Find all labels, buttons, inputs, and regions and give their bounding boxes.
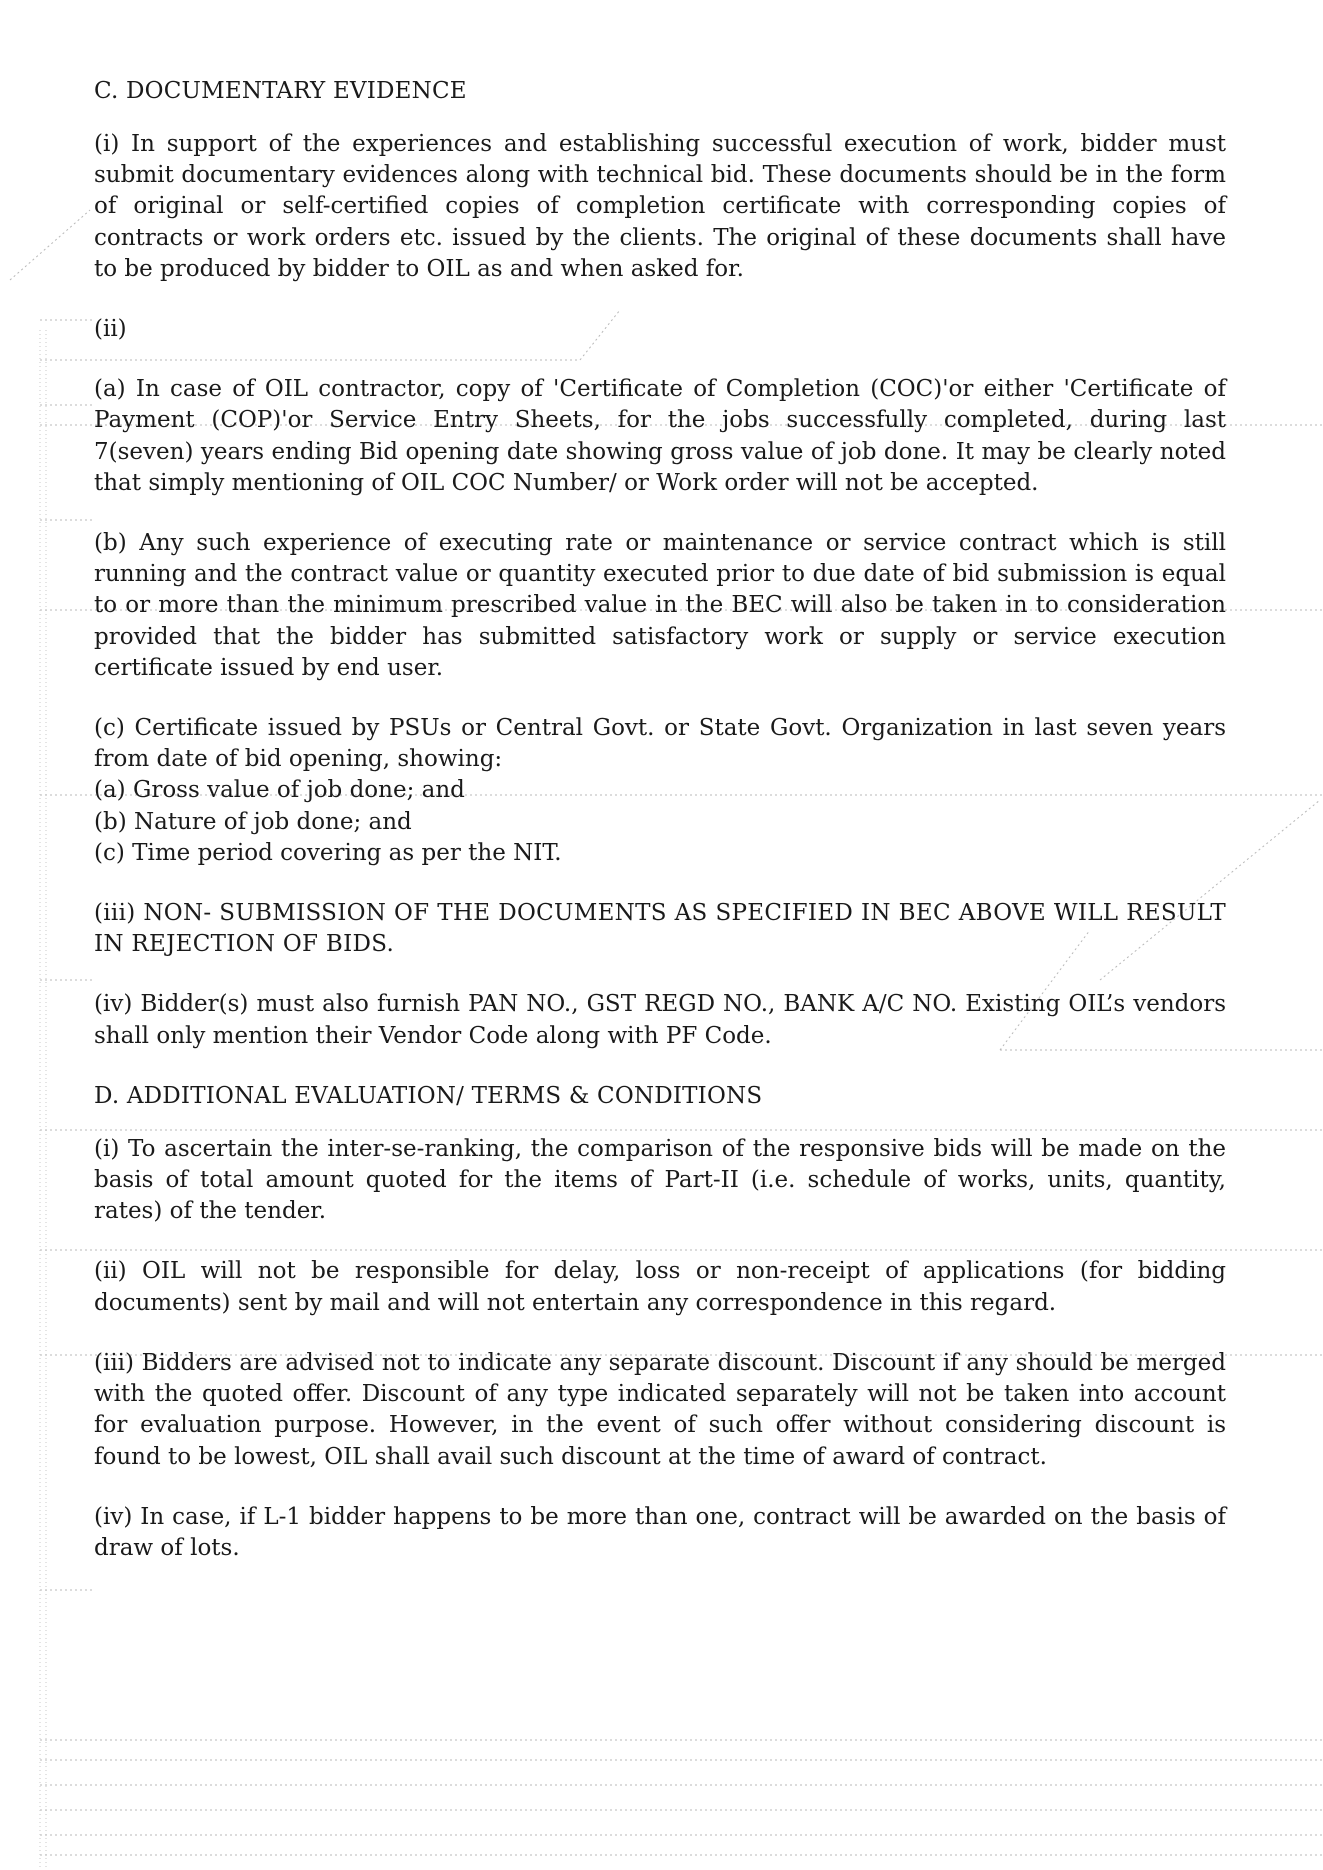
section-c-item-ii-a: (a) In case of OIL contractor, copy of 'Certificate of Completion (COC)'or either 'Certificate of Payment (COP)'or Service Entry Sheets, for the jobs successfully completed, during last 7(seven) years ending Bid opening date showing gross value of job done. It may be clearly noted that simply mentioning of OIL COC Number/ or Work order will not be accepted. bbox=[94, 376, 1226, 496]
section-c-item-ii-label: (ii) bbox=[94, 316, 127, 343]
document-page bbox=[94, 76, 1226, 1593]
section-d-heading: D. ADDITIONAL EVALUATION/ TERMS & CONDITIONS bbox=[94, 1082, 763, 1109]
list-item: (b) Nature of job done; and bbox=[94, 808, 412, 835]
section-c-item-ii-c: (c) Certificate issued by PSUs or Central Govt. or State Govt. Organization in last seven years from date of bid opening, showing: bbox=[94, 715, 1226, 773]
section-d-item-iv: (iv) In case, if L-1 bidder happens to be more than one, contract will be awarded on the basis of draw of lots. bbox=[94, 1503, 1226, 1561]
section-d-item-iii: (iii) Bidders are advised not to indicate any separate discount. Discount if any should be merged with the quoted offer. Discount of any type indicated separately will not be taken into account for evaluation purpose. However, in the event of such offer without considering discount is found to be lowest, OIL shall avail such discount at the time of award of contract. bbox=[94, 1349, 1226, 1470]
section-d-item-ii: (ii) OIL will not be responsible for delay, loss or non-receipt of applications (for bidding documents) sent by mail and will not entertain any correspondence in this regard. bbox=[94, 1258, 1226, 1316]
list-item: (a) Gross value of job done; and bbox=[94, 777, 465, 804]
section-c-item-iv: (iv) Bidder(s) must also furnish PAN NO., GST REGD NO., BANK A/C NO. Existing OIL’s vendors shall only mention their Vendor Code along with PF Code. bbox=[94, 991, 1226, 1049]
section-c-item-ii-b: (b) Any such experience of executing rate or maintenance or service contract which is still running and the contract value or quantity executed prior to due date of bid submission is equal to or more than the minimum prescribed value in the BEC will also be taken in to consideration provided that the bidder has submitted satisfactory work or supply or service execution certificate issued by end user. bbox=[94, 530, 1226, 681]
section-c-heading: C. DOCUMENTARY EVIDENCE bbox=[94, 78, 467, 104]
section-c-item-iii: (iii) NON- SUBMISSION OF THE DOCUMENTS AS SPECIFIED IN BEC ABOVE WILL RESULT IN REJECTION OF BIDS. bbox=[94, 900, 1226, 958]
section-d-item-i: (i) To ascertain the inter-se-ranking, the comparison of the responsive bids will be made on the basis of total amount quoted for the items of Part-II (i.e. schedule of works, units, quantity, rates) of the tender. bbox=[94, 1135, 1226, 1225]
section-c-item-i: (i) In support of the experiences and establishing successful execution of work, bidder must submit documentary evidences along with technical bid. These documents should be in the form of original or self-certified copies of completion certificate with corresponding copies of contracts or work orders etc. issued by the clients. The original of these documents shall have to be produced by bidder to OIL as and when asked for. bbox=[94, 131, 1226, 282]
section-c-item-ii-c-list bbox=[94, 775, 1226, 869]
list-item: (c) Time period covering as per the NIT. bbox=[94, 839, 562, 866]
